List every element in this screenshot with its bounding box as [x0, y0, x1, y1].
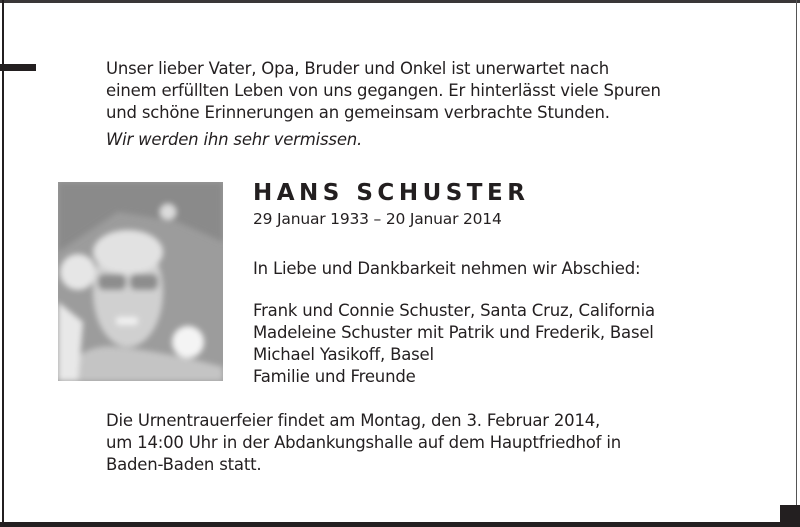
border-right	[796, 0, 797, 527]
intro-line: einem erfüllten Leben von uns gegangen. Er hinterlässt viele Spuren	[106, 81, 661, 100]
intro-text	[106, 58, 661, 124]
service-info	[106, 410, 621, 476]
border-left	[2, 0, 4, 527]
portrait-photo	[58, 182, 223, 381]
mourners-list	[253, 300, 655, 388]
farewell-text: In Liebe und Dankbarkeit nehmen wir Abschied:	[253, 259, 641, 278]
mourner: Frank und Connie Schuster, Santa Cruz, California	[253, 301, 655, 320]
intro-line: und schöne Erinnerungen an gemeinsam verbrachte Stunden.	[106, 103, 610, 122]
border-bottom	[0, 522, 800, 527]
service-line: um 14:00 Uhr in der Abdankungshalle auf dem Hauptfriedhof in	[106, 433, 621, 452]
intro-line: Unser lieber Vater, Opa, Bruder und Onkel ist unerwartet nach	[106, 59, 609, 78]
corner-mark	[780, 505, 800, 527]
mourner: Familie und Freunde	[253, 367, 416, 386]
cross-mark	[0, 64, 36, 71]
life-dates: 29 Januar 1933 – 20 Januar 2014	[253, 210, 502, 228]
mourner: Michael Yasikoff, Basel	[253, 345, 434, 364]
motto: Wir werden ihn sehr vermissen.	[106, 130, 363, 149]
service-line: Baden-Baden statt.	[106, 455, 262, 474]
border-top	[0, 0, 800, 3]
service-line: Die Urnentrauerfeier findet am Montag, den 3. Februar 2014,	[106, 411, 601, 430]
deceased-name: HANS SCHUSTER	[253, 180, 530, 206]
mourner: Madeleine Schuster mit Patrik und Frederik, Basel	[253, 323, 654, 342]
